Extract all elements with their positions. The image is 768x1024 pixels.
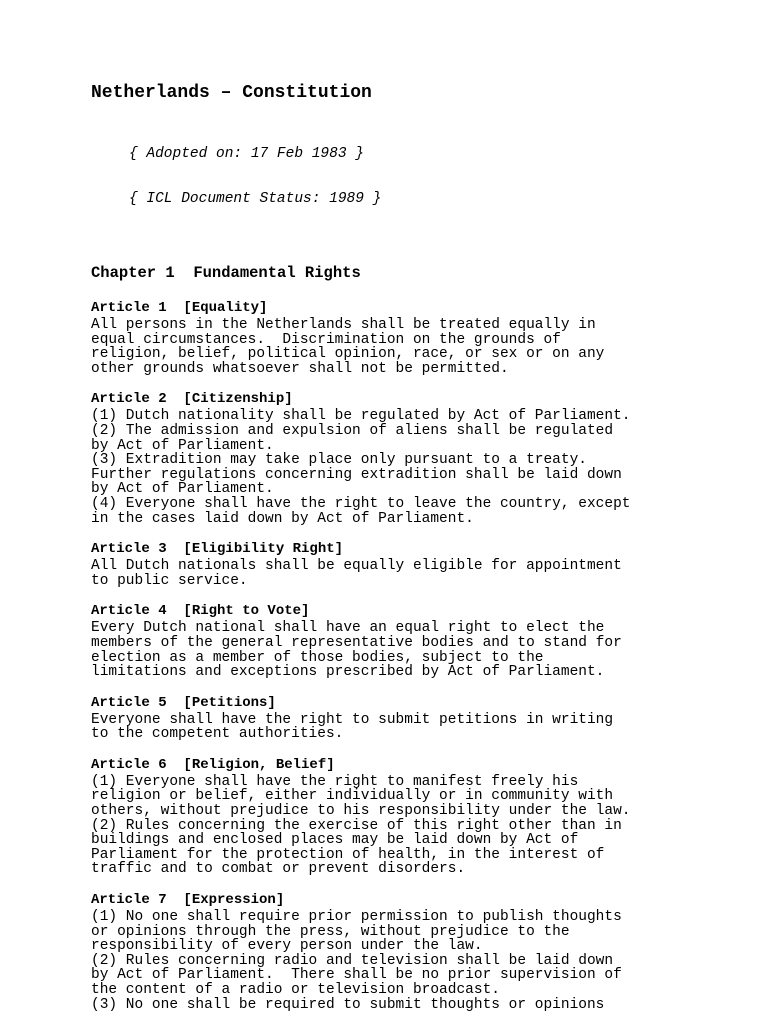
article-text-line: to public service.	[91, 572, 248, 589]
article-4	[91, 603, 731, 679]
article-heading: Article 4 [Right to Vote]	[91, 603, 310, 620]
article-heading: Article 5 [Petitions]	[91, 694, 276, 711]
article-text	[91, 775, 731, 877]
article-text-line: Further regulations concerning extradition shall be laid down	[91, 466, 622, 483]
article-text-line: (2) The admission and expulsion of aliens shall be regulated	[91, 422, 614, 439]
article-text	[91, 621, 731, 679]
article-text-line: responsibility of every person under the law.	[91, 938, 483, 955]
articles-list	[91, 300, 731, 1012]
article-text-line: members of the general representative bodies and to stand for	[91, 634, 622, 651]
article-text-line: All persons in the Netherlands shall be treated equally in	[91, 317, 596, 333]
document-title: Netherlands – Constitution	[91, 83, 372, 103]
article-text-line: other grounds whatsoever shall not be permitted.	[91, 360, 509, 377]
article-heading: Article 3 [Eligibility Right]	[91, 541, 344, 558]
article-6	[91, 757, 731, 877]
chapter-heading: Chapter 1 Fundamental Rights	[91, 264, 361, 282]
article-heading: Article 2 [Citizenship]	[91, 391, 293, 408]
article-text-line: Everyone shall have the right to submit petitions in writing	[91, 711, 614, 728]
article-text	[91, 910, 731, 1012]
article-1	[91, 300, 731, 376]
article-text-line: (1) No one shall require prior permission to publish thoughts	[91, 909, 622, 926]
article-text-line: All Dutch nationals shall be equally eligible for appointment	[91, 558, 622, 575]
adopted-on-note: { Adopted on: 17 Feb 1983 }	[129, 146, 364, 162]
article-heading: Article 1 [Equality]	[91, 300, 268, 316]
article-text	[91, 409, 731, 526]
article-text-line: election as a member of those bodies, subject to the	[91, 649, 544, 666]
article-text-line: to the competent authorities.	[91, 726, 344, 743]
article-text	[91, 559, 731, 588]
article-text-line: by Act of Parliament.	[91, 481, 274, 498]
article-heading: Article 6 [Religion, Belief]	[91, 756, 335, 773]
document-metadata	[129, 117, 731, 237]
article-text-line: equal circumstances. Discrimination on the grounds of	[91, 331, 561, 348]
article-text-line: others, without prejudice to his responsibility under the law.	[91, 803, 631, 820]
article-text-line: or opinions through the press, without prejudice to the	[91, 923, 570, 940]
article-text-line: Every Dutch national shall have an equal right to elect the	[91, 620, 605, 637]
document-page	[91, 82, 731, 1012]
article-text-line: (3) Extradition may take place only pursuant to a treaty.	[91, 452, 587, 469]
article-heading: Article 7 [Expression]	[91, 892, 285, 909]
article-text-line: buildings and enclosed places may be laid down by Act of	[91, 832, 579, 849]
article-3	[91, 541, 731, 588]
article-text-line: religion or belief, either individually or in community with	[91, 788, 614, 805]
article-text-line: in the cases laid down by Act of Parliament.	[91, 510, 474, 527]
article-text-line: Parliament for the protection of health, in the interest of	[91, 846, 605, 863]
article-text	[91, 318, 731, 376]
article-text-line: by Act of Parliament.	[91, 437, 274, 454]
article-text-line: religion, belief, political opinion, race, or sex or on any	[91, 346, 605, 363]
article-text-line: traffic and to combat or prevent disorders.	[91, 861, 466, 878]
document-status-note: { ICL Document Status: 1989 }	[129, 191, 382, 207]
article-text-line: by Act of Parliament. There shall be no prior supervision of	[91, 967, 622, 984]
article-text-line: (3) No one shall be required to submit thoughts or opinions	[91, 996, 605, 1013]
article-text-line: limitations and exceptions prescribed by Act of Parliament.	[91, 664, 605, 681]
article-text-line: (1) Dutch nationality shall be regulated by Act of Parliament.	[91, 408, 631, 425]
article-text-line: (2) Rules concerning radio and television shall be laid down	[91, 952, 614, 969]
article-5	[91, 695, 731, 742]
article-7	[91, 892, 731, 1012]
article-text-line: the content of a radio or television broadcast.	[91, 982, 500, 998]
article-text	[91, 713, 731, 742]
article-text-line: (2) Rules concerning the exercise of this right other than in	[91, 817, 622, 834]
article-text-line: (1) Everyone shall have the right to manifest freely his	[91, 773, 579, 790]
article-text-line: (4) Everyone shall have the right to leave the country, except	[91, 495, 631, 512]
article-2	[91, 391, 731, 526]
